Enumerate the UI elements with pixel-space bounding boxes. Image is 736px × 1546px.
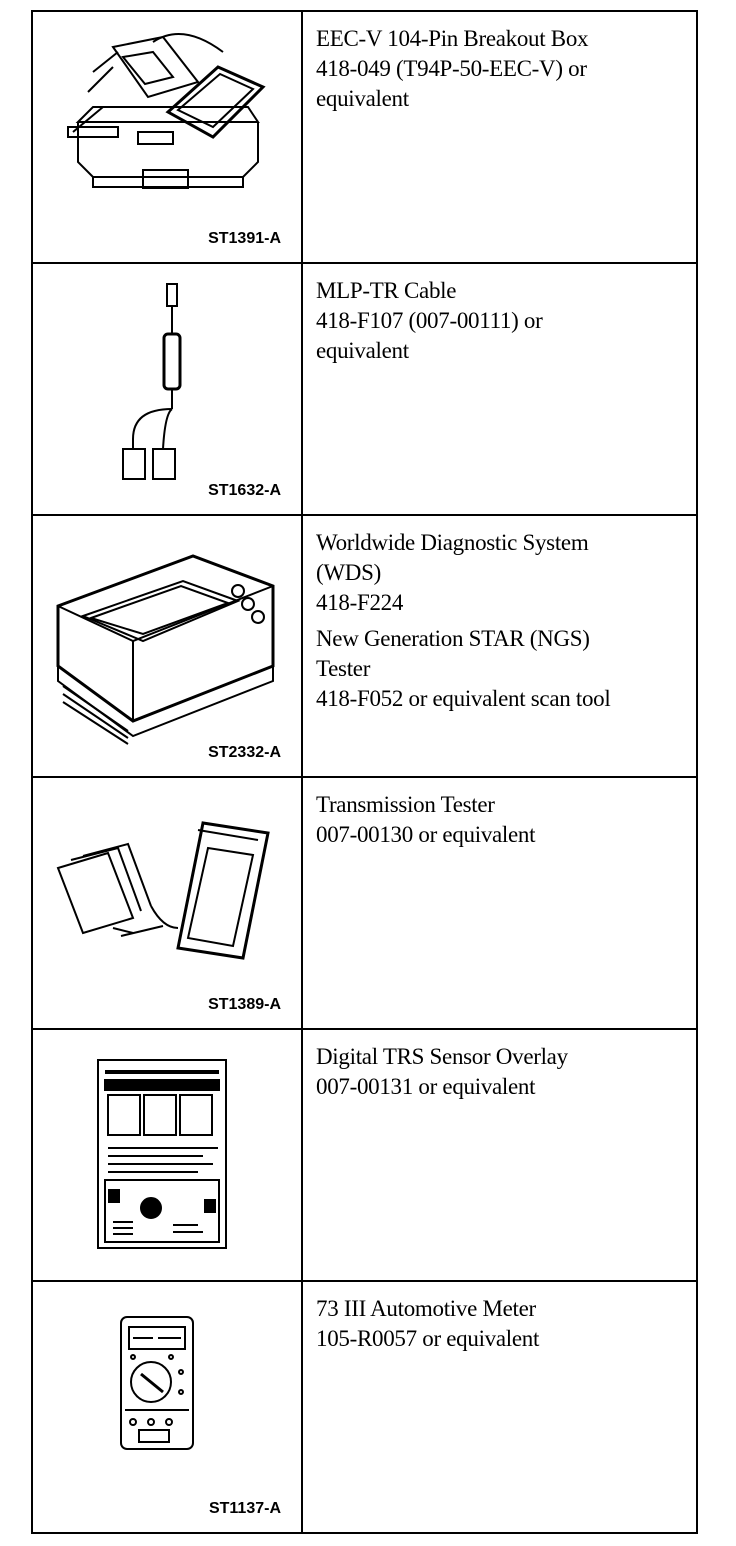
tool-illustration-cell <box>32 777 302 1029</box>
illustration-code: ST1389-A <box>208 996 281 1013</box>
illustration-code: ST1632-A <box>208 482 281 499</box>
tool-name-continued: Tester <box>316 656 371 681</box>
tool-row <box>32 11 697 263</box>
tool-row <box>32 515 697 777</box>
tool-name: Digital TRS Sensor Overlay <box>316 1044 568 1069</box>
illustration-code: ST1137-A <box>208 1500 281 1517</box>
tool-name: Transmission Tester <box>316 792 495 817</box>
tool-row <box>32 263 697 515</box>
tool-description <box>302 777 697 1029</box>
tool-part-number: 105-R0057 or equivalent <box>316 1326 540 1351</box>
tool-part-number: 418-F107 (007-00111) or <box>316 308 543 333</box>
sensor-overlay-icon <box>33 1030 301 1282</box>
tool-illustration-cell <box>32 11 302 263</box>
special-tools-table <box>31 10 698 1534</box>
illustration-code: ST1391-A <box>208 230 281 247</box>
tool-name: MLP-TR Cable <box>316 278 457 303</box>
tool-description <box>302 515 697 777</box>
tool-name: Worldwide Diagnostic System <box>316 530 589 555</box>
tool-illustration-cell <box>32 263 302 515</box>
tool-equivalent: equivalent <box>316 86 409 111</box>
tool-equivalent: equivalent <box>316 338 409 363</box>
tool-name-continued: (WDS) <box>316 560 381 585</box>
scan-tool-icon <box>33 516 301 778</box>
illustration-code: ST2332-A <box>208 744 281 761</box>
breakout-box-icon <box>33 12 301 264</box>
tool-part-number: 418-F224 <box>316 590 404 615</box>
multimeter-icon <box>33 1282 301 1534</box>
tool-part-number: 418-F052 or equivalent scan tool <box>316 686 611 711</box>
transmission-tester-icon <box>33 778 301 1030</box>
tool-name: EEC-V 104-Pin Breakout Box <box>316 26 589 51</box>
tool-name: 73 III Automotive Meter <box>316 1296 536 1321</box>
cable-icon <box>33 264 301 516</box>
tool-name: New Generation STAR (NGS) <box>316 626 590 651</box>
tool-illustration-cell <box>32 1029 302 1281</box>
tool-part-number: 418-049 (T94P-50-EEC-V) or <box>316 56 587 81</box>
tool-row <box>32 1029 697 1281</box>
tool-description <box>302 1281 697 1533</box>
tool-description <box>302 11 697 263</box>
tool-description <box>302 1029 697 1281</box>
tool-illustration-cell <box>32 1281 302 1533</box>
tool-part-number: 007-00130 or equivalent <box>316 822 536 847</box>
tool-row <box>32 777 697 1029</box>
tool-part-number: 007-00131 or equivalent <box>316 1074 536 1099</box>
tool-description <box>302 263 697 515</box>
tool-row <box>32 1281 697 1533</box>
tool-illustration-cell <box>32 515 302 777</box>
